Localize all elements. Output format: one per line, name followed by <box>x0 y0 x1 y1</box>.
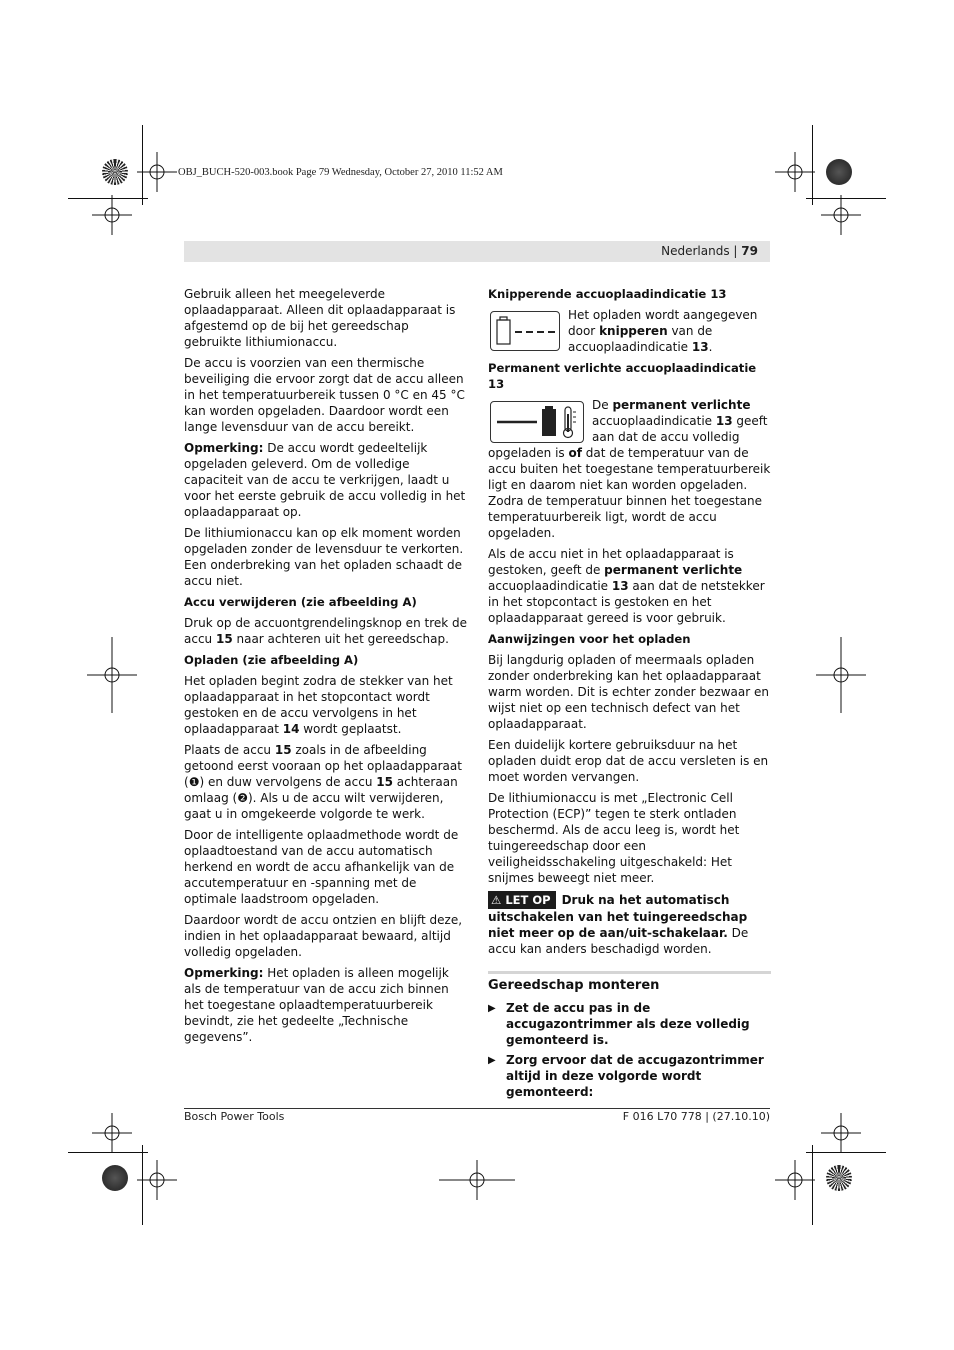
page-header <box>184 241 770 262</box>
warning-text: De accu kan anders beschadigd worden. <box>488 926 749 956</box>
paragraph: Bij langdurig opladen of meermaals opladen zonder onderbreking kan het oplaadapparaat warm worden. Dit is echter zonder bezwaar en wijst niet op een technisch defect van het oplaadapparaat. <box>488 653 769 731</box>
header-language: Nederlands <box>661 244 730 258</box>
ref-number: 14 <box>282 722 300 736</box>
paragraph: De lithiumionaccu is met „Electronic Cell Protection (ECP)” tegen te sterk ontladen beschermd. Als de accu leeg is, wordt het tuingereedschap door een veiligheidsschakeling uitgeschakeld: Het snijmes beweegt niet meer. <box>488 791 740 885</box>
paragraph <box>488 546 771 626</box>
paragraph <box>184 673 467 737</box>
paragraph: Een duidelijk kortere gebruiksduur na het opladen duidt erop dat de accu versleten is en moet worden vervangen. <box>488 738 769 784</box>
paragraph: Gebruik alleen het meegeleverde oplaadapparaat. Alleen dit oplaadapparaat is afgestemd op de bij het gereedschap gebruikte lithiumionaccu. <box>184 287 456 349</box>
heading-remove-battery: Accu verwijderen (zie afbeelding A) <box>184 595 417 609</box>
text: Als de accu niet in het oplaadapparaat is gestoken, geeft de <box>488 547 734 577</box>
paragraph <box>184 742 467 822</box>
step-two-icon: ❷ <box>237 791 248 805</box>
warning-icon: ⚠ <box>491 893 502 907</box>
footer-brand: Bosch Power Tools <box>184 1110 285 1123</box>
text: Druk op de accuontgrendelingsknop en trek de accu <box>184 616 468 646</box>
section-title: Gereedschap monteren <box>488 971 771 995</box>
list-item <box>488 1000 771 1048</box>
ref-number: 13 <box>611 579 629 593</box>
paragraph <box>184 615 467 647</box>
blinking-battery-icon <box>490 311 560 351</box>
ref-number: 15 <box>376 775 393 789</box>
note-label: Opmerking: <box>184 441 264 455</box>
text: wordt geplaatst. <box>299 722 402 736</box>
paragraph: Door de intelligente oplaadmethode wordt de oplaadtoestand van de accu automatisch herkend en wordt de accu afhankelijk van de accutemperatuur en -spanning met de optimale laadstroom opgeladen. <box>184 828 459 906</box>
note-text: De accu wordt gedeeltelijk opgeladen geleverd. Om de volledige capaciteit van de accu te verkrijgen, laadt u voor het eerste gebruik de accu volledig in het oplaadapparaat op. <box>184 441 466 519</box>
step-one-icon: ❶ <box>188 775 200 789</box>
text-bold: of <box>568 446 582 460</box>
warning-paragraph <box>488 891 771 957</box>
paragraph <box>488 397 771 541</box>
text: accuoplaadindicatie <box>592 414 716 428</box>
blinking-indicator-row <box>488 307 771 355</box>
bullet-arrow-icon: ▶ <box>488 1003 496 1014</box>
header-separator: | <box>733 244 738 258</box>
text: Het opladen begint zodra de stekker van het oplaadapparaat in het stopcontact wordt gestoken en de accu vervolgens in het oplaadapparaat <box>184 674 453 736</box>
text: geeft aan dat de accu volledig opgeladen is <box>488 414 768 460</box>
list-item-text: Zorg ervoor dat de accugazontrimmer altijd in deze volgorde wordt gemonteerd: <box>506 1053 764 1099</box>
print-info-line: OBJ_BUCH-520-003.book Page 79 Wednesday, October 27, 2010 11:52 AM <box>178 167 503 178</box>
note-label: Opmerking: <box>184 966 264 980</box>
text-bold: permanent verlichte <box>604 563 743 577</box>
text: achteraan omlaag ( <box>184 775 458 805</box>
paragraph <box>184 440 467 520</box>
text: zoals in de afbeelding getoond eerst vooraan op het oplaadapparaat ( <box>184 743 462 789</box>
header-text <box>661 244 758 258</box>
paragraph: De accu is voorzien van een thermische beveiliging die ervoor zorgt dat de accu alleen in het temperatuurbereik tussen 0 °C en 45 °C kan worden opgeladen. Daardoor wordt een lange levensduur van de accu bereikt. <box>184 356 465 434</box>
text-bold: permanent verlichte <box>612 398 751 412</box>
list-item <box>488 1052 771 1100</box>
ref-number: 15 <box>274 743 292 757</box>
text-bold: knipperen <box>599 324 668 338</box>
text: aan dat de netstekker in het stopcontact is gestoken en het oplaadapparaat gereed is voor gebruik. <box>488 579 765 625</box>
warning-bold-text: Druk na het automatisch uitschakelen van het tuingereedschap niet meer op de aan/uit-schakelaar. <box>488 893 748 940</box>
right-column <box>488 286 771 1104</box>
paragraph: De lithiumionaccu kan op elk moment worden opgeladen zonder de levensduur te verkorten. Een onderbreking van het opladen schaadt de accu niet. <box>184 526 464 588</box>
text: ) en duw vervolgens de accu <box>199 775 377 789</box>
ref-number: 13 <box>715 414 733 428</box>
paragraph <box>184 965 467 1045</box>
text: naar achteren uit het gereedschap. <box>232 632 449 646</box>
bullet-arrow-icon: ▶ <box>488 1055 496 1066</box>
text: accuoplaadindicatie <box>488 579 612 593</box>
text: ). Als u de accu wilt verwijderen, gaat u in omgekeerde volgorde te werk. <box>184 791 444 821</box>
text: De <box>592 398 613 412</box>
text: Plaats de accu <box>184 743 275 757</box>
ref-number: 15 <box>215 632 233 646</box>
heading-charging: Opladen (zie afbeelding A) <box>184 653 359 667</box>
note-text: Het opladen is alleen mogelijk als de temperatuur van de accu zich binnen het toegestane oplaadtemperatuurbereik bevindt, zie het gedeelte „Technische gegevens”. <box>184 966 449 1044</box>
text: dat de temperatuur van de accu buiten het toegestane temperatuurbereik ligt en daarom niet kan worden opgeladen. Zodra de temperatuur binnen het toegestane temperatuurbereik ligt, wordt de accu opgeladen. <box>488 446 771 540</box>
heading-blinking-indicator: Knipperende accuoplaadindicatie 13 <box>488 287 727 301</box>
left-column <box>184 286 467 1050</box>
heading-charging-tips: Aanwijzingen voor het opladen <box>488 632 691 646</box>
footer-divider <box>184 1108 770 1109</box>
paragraph: Daardoor wordt de accu ontzien en blijft deze, indien in het oplaadapparaat bewaard, altijd volledig opgeladen. <box>184 913 463 959</box>
warning-badge <box>488 891 556 909</box>
heading-permanent-indicator: Permanent verlichte accuoplaadindicatie 13 <box>488 361 757 391</box>
text: van de accuoplaadindicatie <box>568 324 713 354</box>
page-number: 79 <box>741 244 758 258</box>
warning-label: LET OP <box>505 893 551 907</box>
ref-number: 13 <box>691 340 709 354</box>
text: Het opladen wordt aangegeven door <box>568 308 758 338</box>
blinking-indicator-text <box>568 307 771 355</box>
text: . <box>708 340 713 354</box>
footer-doc-number: F 016 L70 778 | (27.10.10) <box>622 1110 770 1123</box>
list-item-text: Zet de accu pas in de accugazontrimmer als deze volledig gemonteerd is. <box>506 1001 750 1047</box>
permanent-battery-thermometer-icon <box>490 401 584 443</box>
